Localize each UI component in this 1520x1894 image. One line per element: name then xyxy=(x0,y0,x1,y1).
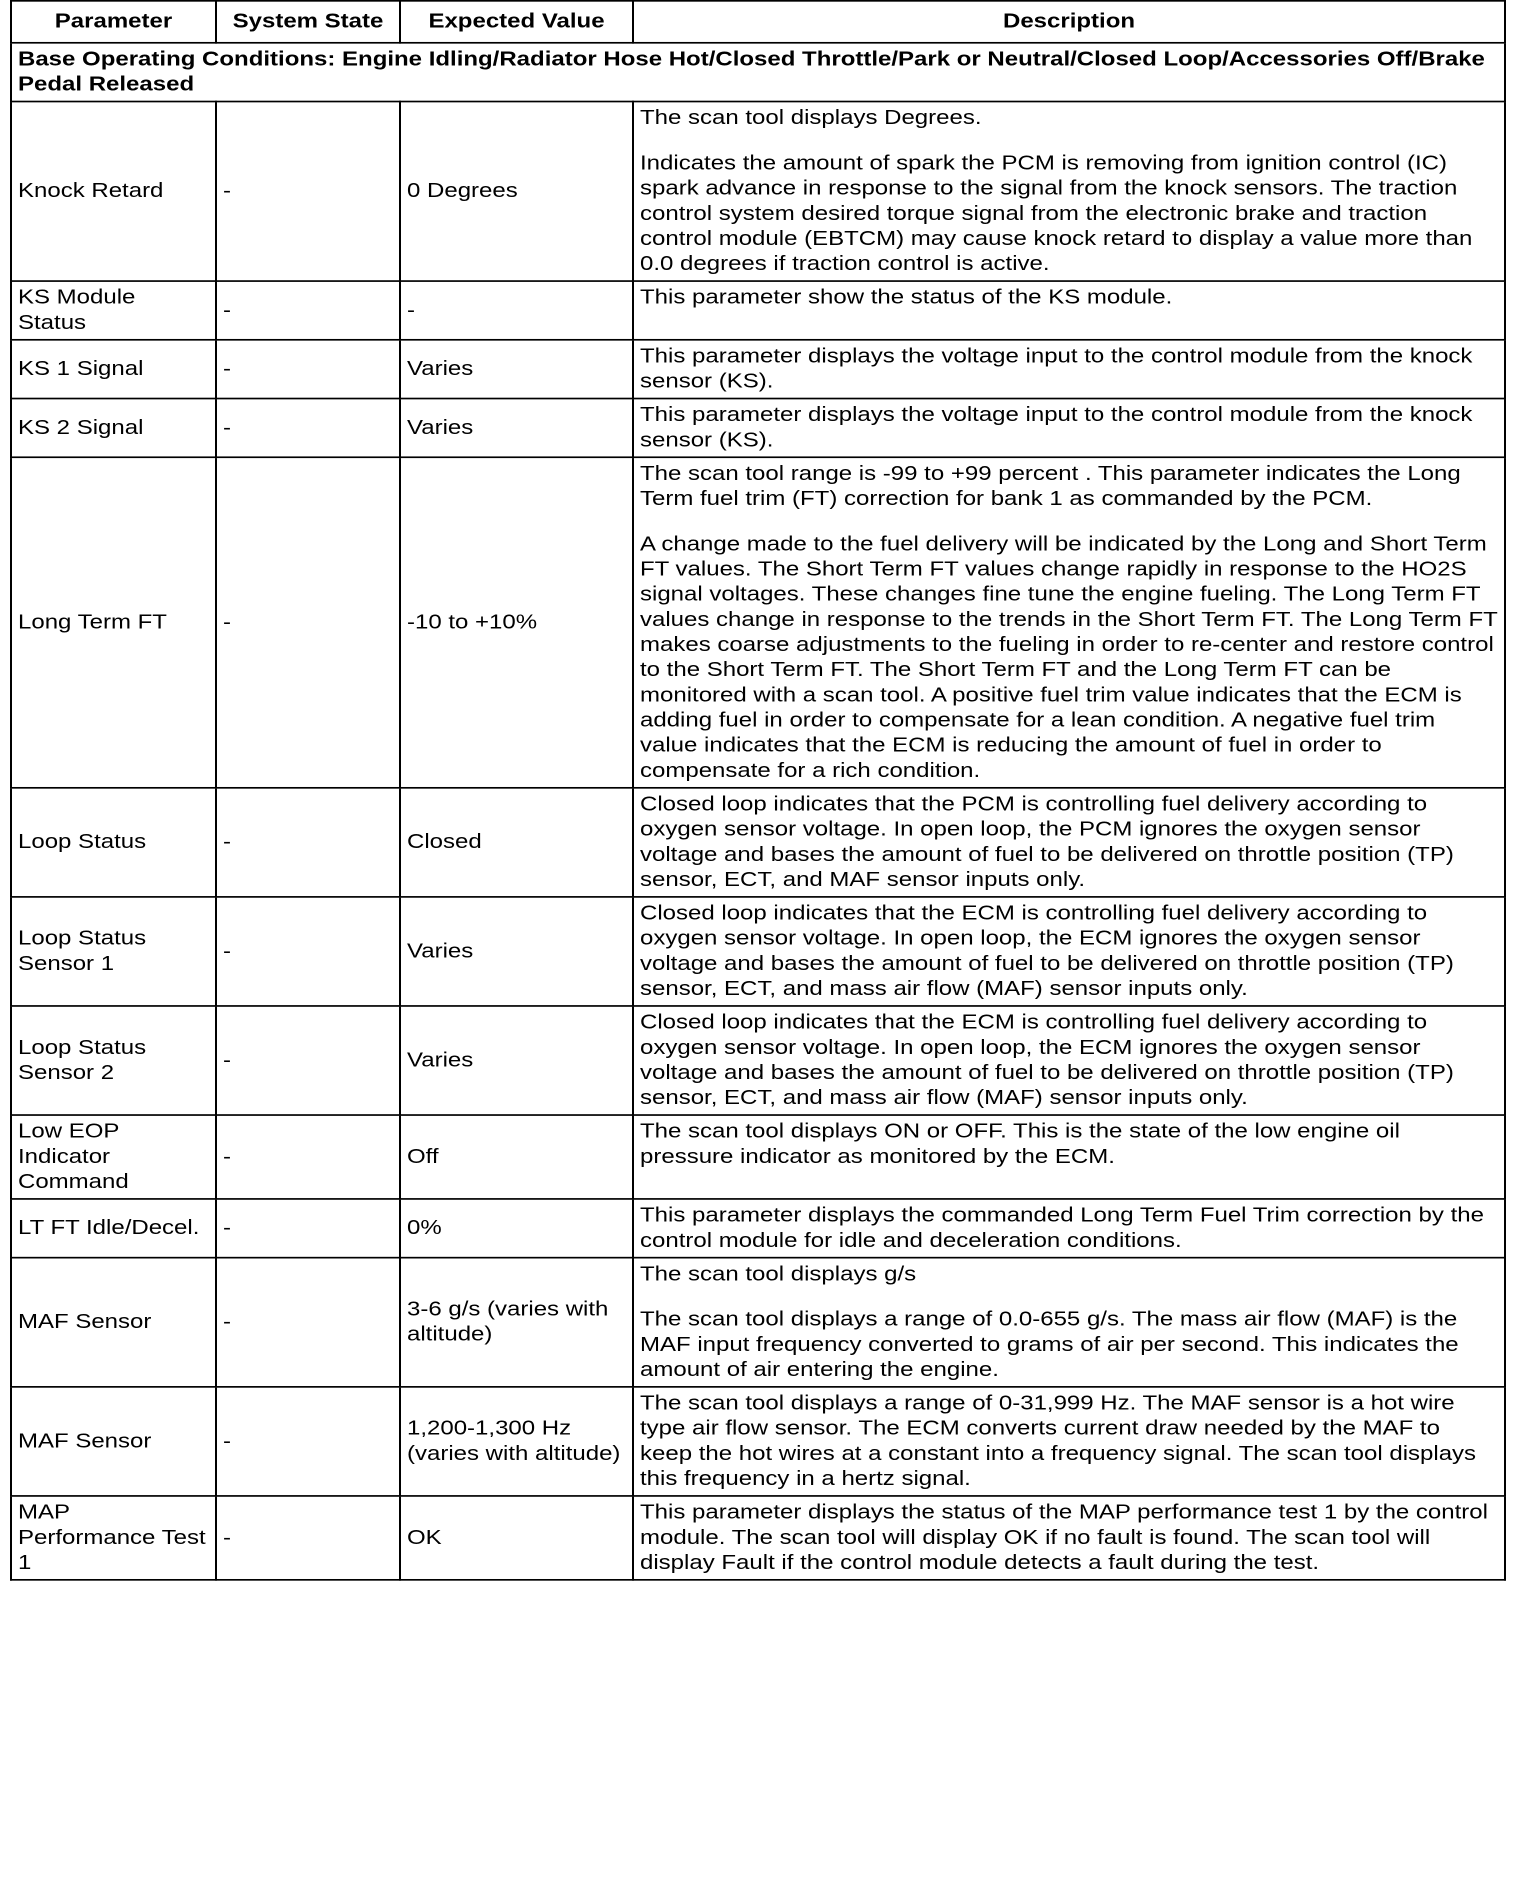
description-cell xyxy=(633,1199,1505,1258)
parameter-cell: Long Term FT xyxy=(11,457,216,788)
system-state-cell: - xyxy=(216,897,400,1006)
expected-value-cell: OK xyxy=(400,1496,633,1580)
parameter-cell: KS 2 Signal xyxy=(11,399,216,458)
table-row xyxy=(11,102,1505,282)
expected-value-cell: -10 to +10% xyxy=(400,457,633,788)
parameter-cell: KS 1 Signal xyxy=(11,340,216,399)
description-paragraph: The scan tool displays a range of 0.0-655 g/s. The mass air flow (MAF) is the MAF input frequency converted to grams of air per second. This indicates the amount of air entering the engine. xyxy=(640,1308,1459,1381)
description-cell xyxy=(633,1387,1505,1496)
system-state-cell: - xyxy=(216,340,400,399)
table-row xyxy=(11,788,1505,897)
system-state-cell: - xyxy=(216,1199,400,1258)
parameter-cell: LT FT Idle/Decel. xyxy=(11,1199,216,1258)
parameter-cell: MAF Sensor xyxy=(11,1258,216,1387)
expected-value-cell: 3-6 g/s (varies with altitude) xyxy=(400,1258,633,1387)
description-paragraph: The scan tool displays ON or OFF. This is the state of the low engine oil pressure indicator as monitored by the ECM. xyxy=(640,1120,1400,1168)
expected-value-cell: 0% xyxy=(400,1199,633,1258)
description-paragraph: This parameter displays the status of the MAP performance test 1 by the control module. The scan tool will display OK if no fault is found. The scan tool will display Fault if the control module detects a fault during the test. xyxy=(640,1500,1488,1574)
system-state-cell: - xyxy=(216,457,400,788)
system-state-cell: - xyxy=(216,399,400,458)
expected-value-cell: Varies xyxy=(400,399,633,458)
parameter-cell: Loop Status Sensor 2 xyxy=(11,1006,216,1115)
table-row xyxy=(11,897,1505,1006)
table-row xyxy=(11,281,1505,340)
parameter-cell: Low EOP Indicator Command xyxy=(11,1115,216,1199)
expected-value-cell: 0 Degrees xyxy=(400,102,633,282)
description-paragraph: This parameter displays the voltage input to the control module from the knock sensor (KS). xyxy=(640,403,1473,452)
description-cell xyxy=(633,1006,1505,1115)
base-conditions-row xyxy=(11,43,1505,102)
system-state-cell: - xyxy=(216,1258,400,1387)
table-row xyxy=(11,399,1505,458)
expected-value-cell: Varies xyxy=(400,1006,633,1115)
description-paragraph: This parameter show the status of the KS module. xyxy=(640,286,1173,309)
header-description: Description xyxy=(633,1,1505,43)
description-cell xyxy=(633,281,1505,340)
table-row xyxy=(11,1258,1505,1387)
description-paragraph: This parameter displays the voltage input to the control module from the knock sensor (KS). xyxy=(640,344,1473,393)
description-paragraph: Closed loop indicates that the ECM is controlling fuel delivery according to oxygen sensor voltage. In open loop, the ECM ignores the oxygen sensor voltage and bases the amount of fuel to be delivered on throttle position (TP) sensor, ECT, and mass air flow (MAF) sensor inputs only. xyxy=(640,901,1454,1001)
table-row xyxy=(11,1006,1505,1115)
description-cell xyxy=(633,340,1505,399)
system-state-cell: - xyxy=(216,1387,400,1496)
description-cell xyxy=(633,1115,1505,1199)
parameter-cell: Loop Status Sensor 1 xyxy=(11,897,216,1006)
parameter-cell: Knock Retard xyxy=(11,102,216,282)
description-paragraph: The scan tool displays g/s xyxy=(640,1262,917,1286)
description-paragraph: Closed loop indicates that the PCM is controlling fuel delivery according to oxygen sensor voltage. In open loop, the PCM ignores the oxygen sensor voltage and bases the amount of fuel to be delivered on throttle position (TP) sensor, ECT, and MAF sensor inputs only. xyxy=(640,792,1454,892)
table-row xyxy=(11,340,1505,399)
description-cell xyxy=(633,1496,1505,1580)
header-row xyxy=(11,1,1505,43)
system-state-cell: - xyxy=(216,281,400,340)
description-cell xyxy=(633,399,1505,458)
header-parameter: Parameter xyxy=(11,1,216,43)
system-state-cell: - xyxy=(216,1006,400,1115)
description-paragraph: The scan tool displays a range of 0-31,999 Hz. The MAF sensor is a hot wire type air flow sensor. The ECM converts current draw needed by the MAF to keep the hot wires at a constant into a frequency signal. The scan tool displays this frequency in a hertz signal. xyxy=(640,1391,1477,1491)
header-system-state: System State xyxy=(216,1,400,43)
table-row xyxy=(11,457,1505,788)
description-cell xyxy=(633,1258,1505,1387)
parameter-cell: KS Module Status xyxy=(11,281,216,340)
description-cell xyxy=(633,102,1505,282)
expected-value-cell: 1,200-1,300 Hz (varies with altitude) xyxy=(400,1387,633,1496)
description-cell xyxy=(633,457,1505,788)
header-expected-value: Expected Value xyxy=(400,1,633,43)
system-state-cell: - xyxy=(216,788,400,897)
description-cell xyxy=(633,897,1505,1006)
table-row xyxy=(11,1115,1505,1199)
description-paragraph: Closed loop indicates that the ECM is controlling fuel delivery according to oxygen sensor voltage. In open loop, the ECM ignores the oxygen sensor voltage and bases the amount of fuel to be delivered on throttle position (TP) sensor, ECT, and mass air flow (MAF) sensor inputs only. xyxy=(640,1010,1454,1110)
description-paragraph: The scan tool range is -99 to +99 percent . This parameter indicates the Long Term fuel trim (FT) correction for bank 1 as commanded by the PCM. xyxy=(640,462,1461,511)
system-state-cell: - xyxy=(216,1496,400,1580)
system-state-cell: - xyxy=(216,1115,400,1199)
table-row xyxy=(11,1387,1505,1496)
description-paragraph: A change made to the fuel delivery will be indicated by the Long and Short Term FT values. The Short Term FT values change rapidly in response to the HO2S signal voltages. These changes fine tune the engine fueling. The Long Term FT values change in response to the trends in the Short Term FT. The Long Term FT makes coarse adjustments to the fueling in order to re-center and restore control to the Short Term FT. The Short Term FT and the Long Term FT can be monitored with a scan tool. A positive fuel trim value indicates that the ECM is adding fuel in order to compensate for a lean condition. A negative fuel trim value indicates that the ECM is reducing the amount of fuel in order to compensate for a rich condition. xyxy=(640,532,1498,782)
scan-tool-data-table xyxy=(10,0,1506,1581)
expected-value-cell: Varies xyxy=(400,897,633,1006)
base-conditions: Base Operating Conditions: Engine Idling/Radiator Hose Hot/Closed Throttle/Park or Neutral/Closed Loop/Accessories Off/Brake Pedal Released xyxy=(11,43,1505,102)
expected-value-cell: Closed xyxy=(400,788,633,897)
parameter-cell: Loop Status xyxy=(11,788,216,897)
table-row xyxy=(11,1199,1505,1258)
system-state-cell: - xyxy=(216,102,400,282)
description-paragraph: This parameter displays the commanded Long Term Fuel Trim correction by the control module for idle and deceleration conditions. xyxy=(640,1203,1484,1252)
description-cell xyxy=(633,788,1505,897)
description-paragraph: Indicates the amount of spark the PCM is removing from ignition control (IC) spark advance in response to the signal from the knock sensors. The traction control system desired torque signal from the electronic brake and traction control module (EBTCM) may cause knock retard to display a value more than 0.0 degrees if traction control is active. xyxy=(640,151,1473,276)
expected-value-cell: Varies xyxy=(400,340,633,399)
parameter-cell: MAP Performance Test 1 xyxy=(11,1496,216,1580)
description-paragraph: The scan tool displays Degrees. xyxy=(640,106,982,130)
table-row xyxy=(11,1496,1505,1580)
expected-value-cell: - xyxy=(400,281,633,340)
parameter-cell: MAF Sensor xyxy=(11,1387,216,1496)
expected-value-cell: Off xyxy=(400,1115,633,1199)
